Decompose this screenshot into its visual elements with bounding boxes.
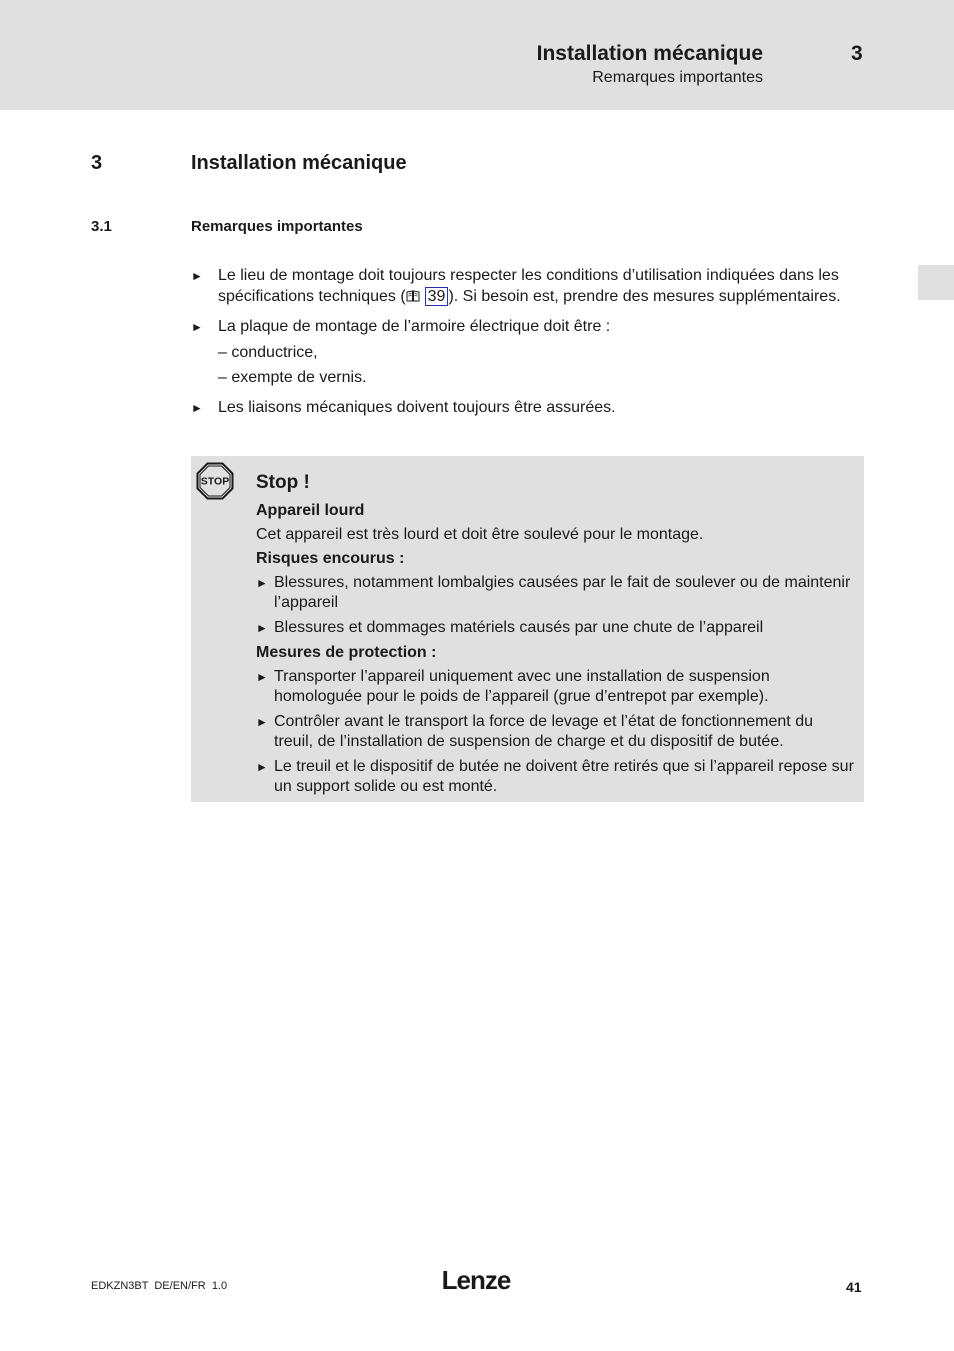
requirements-list [191,266,841,418]
triangle-right-icon: ► [256,715,268,729]
risk-item-text: Blessures, notamment lombalgies causées par le fait de soulever ou de maintenir l’appareil [274,574,851,611]
subsection-title: Remarques importantes [191,218,363,235]
stop-content [256,471,856,802]
measure-item-text: Transporter l’appareil uniquement avec une installation de suspension homologuée pour le poids de l’appareil (grue d’entrepot par exemple). [274,668,770,705]
list-item-text: Le lieu de montage doit toujours respecter les conditions d’utilisation indiquées dans les spécifications techniques ( [218,267,839,305]
header-chapter-number: 3 [851,42,863,65]
stop-sign-label: STOP [200,475,230,488]
section-number: 3 [91,152,103,174]
page-reference-link[interactable]: 39 [425,287,449,306]
triangle-right-icon: ► [256,760,268,774]
triangle-right-icon: ► [191,400,203,415]
stop-sign-icon [196,462,234,500]
stop-heading: Appareil lourd [256,502,365,519]
list-item-text: La plaque de montage de l’armoire électrique doit être : [218,318,611,335]
risk-item-text: Blessures et dommages matériels causés par une chute de l’appareil [274,619,764,636]
stop-warning-box [191,456,864,802]
triangle-right-icon: ► [256,576,268,590]
header-subtitle: Remarques importantes [592,69,763,86]
risk-item [256,573,856,613]
measure-item [256,667,856,707]
section-title: Installation mécanique [191,152,407,174]
measure-item [256,757,856,797]
sub-list-item: – conductrice, [218,343,318,361]
header-band [0,0,954,110]
triangle-right-icon: ► [191,269,203,283]
list-item [191,266,841,307]
book-icon [406,290,420,302]
stop-description: Cet appareil est très lourd et doit être soulevé pour le montage. [256,526,704,543]
measure-item-text: Le treuil et le dispositif de butée ne doivent être retirés que si l’appareil repose sur un support solide ou est monté. [274,758,854,795]
chapter-side-tab [918,265,954,300]
list-item [191,398,841,419]
triangle-right-icon: ► [191,320,203,334]
triangle-right-icon: ► [256,621,268,635]
subsection-number: 3.1 [91,218,112,235]
stop-title: Stop ! [256,472,310,493]
footer-document-id: EDKZN3BT DE/EN/FR 1.0 [91,1280,228,1292]
measures-label: Mesures de protection : [256,644,437,661]
lenze-logo [436,1265,516,1295]
risks-label: Risques encourus : [256,550,405,567]
measure-item-text: Contrôler avant le transport la force de levage et l’état de fonctionnement du treuil, de l’installation de suspension de charge et du dispositif de butée. [274,713,813,750]
list-item-text: Les liaisons mécaniques doivent toujours être assurées. [218,398,616,416]
page-number: 41 [846,1279,862,1295]
triangle-right-icon: ► [256,670,268,684]
header-title: Installation mécanique [536,42,763,65]
measure-item [256,712,856,752]
list-item [191,317,841,338]
list-item-text-cont: ). Si besoin est, prendre des mesures supplémentaires. [448,287,841,305]
lenze-logo-text: Lenze [441,1265,511,1295]
sub-list-item: – exempte de vernis. [218,369,367,386]
risk-item [256,618,856,638]
